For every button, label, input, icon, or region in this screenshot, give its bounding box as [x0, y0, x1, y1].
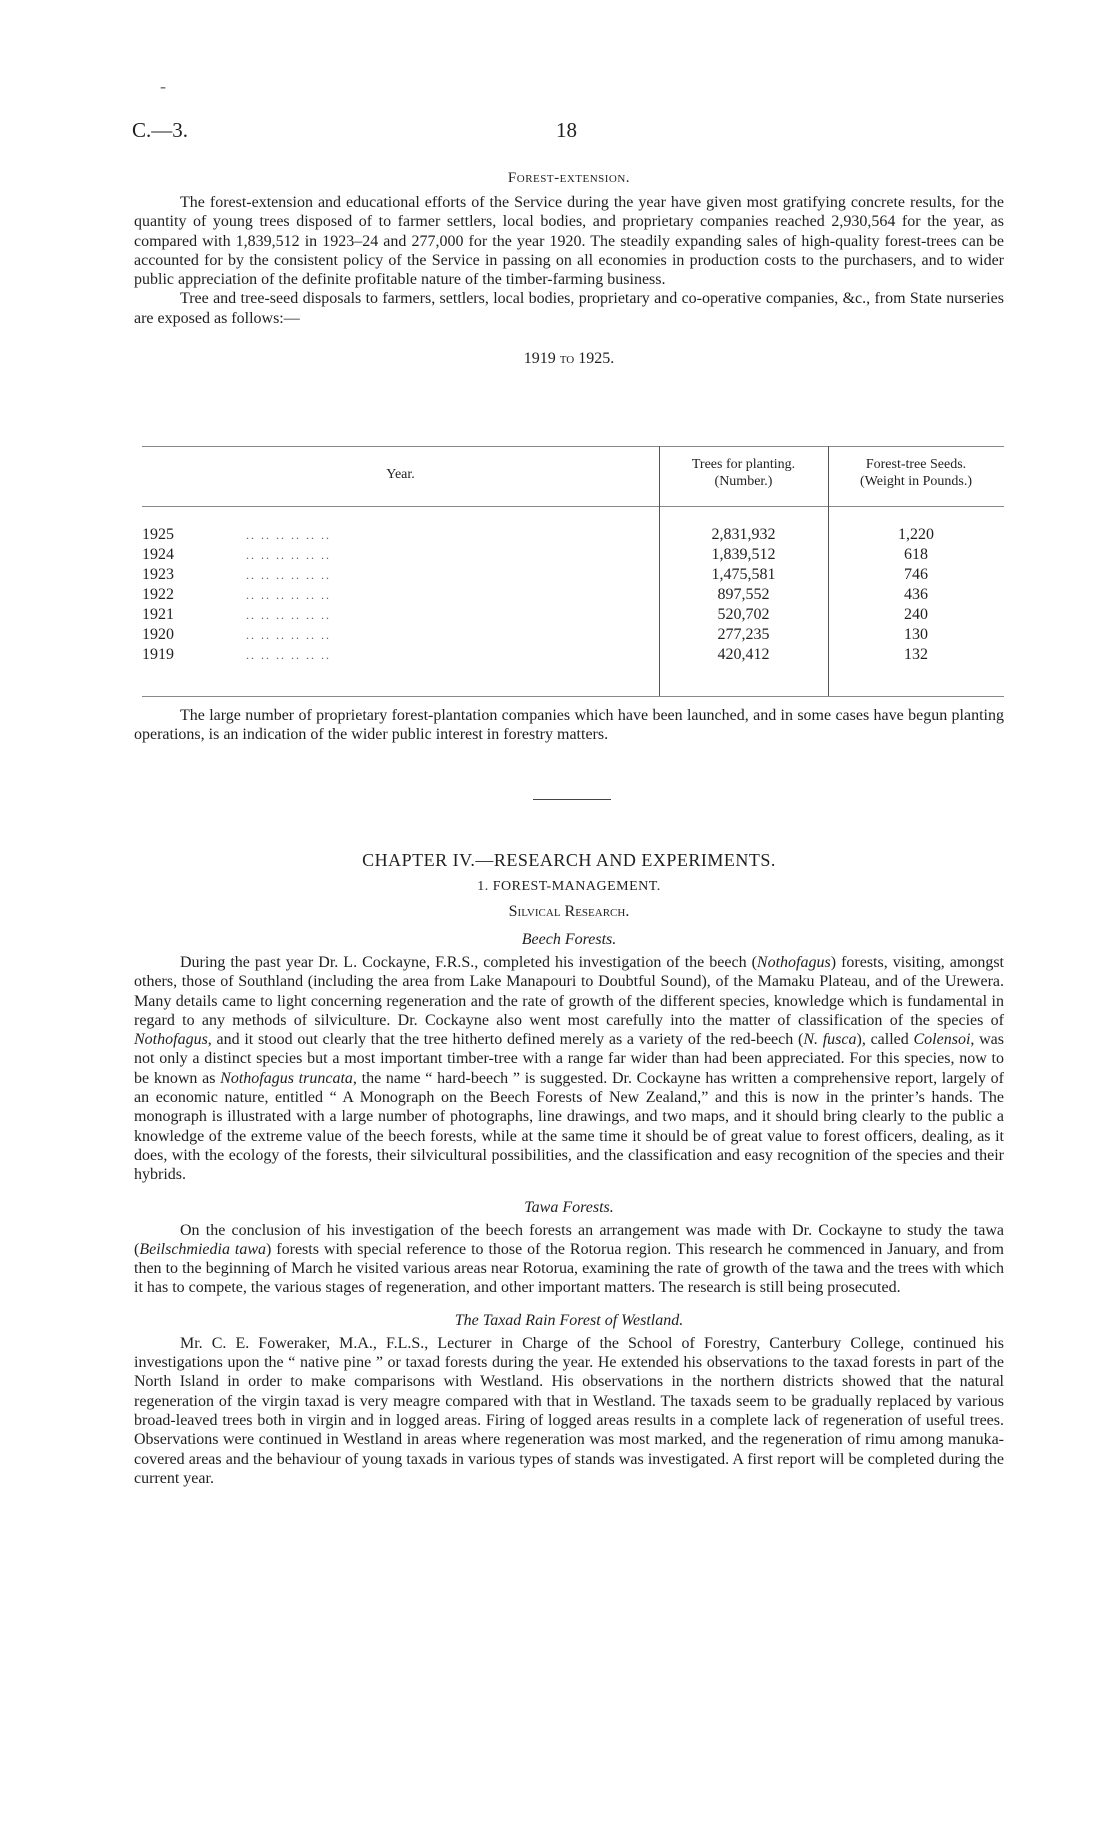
- cell-year: 1920: [142, 626, 174, 643]
- table-row: [134, 546, 1004, 566]
- leader-dots: .. .. .. .. .. ..: [246, 568, 331, 582]
- table-top-rule: [142, 446, 1004, 447]
- forest-extension-closing: [134, 706, 1004, 745]
- species-name: Colensoi: [913, 1031, 971, 1049]
- text-run: ) forests with special reference to those of the Rotorua region. This research he commenced in January, and from then to the beginning of March he visited various areas near Rotorua, examining the rate of growth of the tawa and the trees with which it has to compete, the various stages of regeneration, and other important matters. The research is still being prosecuted.: [134, 1240, 1004, 1297]
- table-bottom-rule: [142, 696, 1004, 697]
- header-year: Year.: [386, 467, 415, 482]
- header-seeds: [828, 456, 1004, 490]
- section-divider: [533, 799, 611, 800]
- table-row: [134, 586, 1004, 606]
- table-title-end: 1925.: [578, 350, 615, 368]
- table-title: [134, 350, 1004, 368]
- cell-year: 1925: [142, 526, 174, 543]
- text-run: , the name “ hard-beech ” is suggested. Dr. Cockayne has written a comprehensive report, largely of an economic nature, entitled “ A Monograph on the Beech Forests of New Zealand,” and this is now in the printer’s hands. The monograph is illustrated with a large number of photographs, line drawings, and two maps, and it should bring clearly to the public a knowledge of the extreme value of the beech forests, while at the same time it should be of great value to forest officers, dealing, as it does, with the ecology of the forests, their silvicultural possibilities, and the classification and easy recognition of the species and their hybrids.: [134, 1069, 1004, 1184]
- cell-seeds: 130: [904, 626, 928, 643]
- cell-trees: 520,702: [717, 606, 770, 623]
- table-title-to: to: [559, 350, 575, 368]
- text-run: ), called: [856, 1031, 914, 1049]
- species-name: Nothofagus: [134, 1031, 208, 1049]
- table-row: [134, 606, 1004, 626]
- cell-trees: 2,831,932: [711, 526, 776, 543]
- beech-paragraph: [134, 953, 1004, 1185]
- cell-year: 1922: [142, 586, 174, 603]
- header-trees: [659, 456, 828, 490]
- cell-seeds: 618: [904, 546, 928, 563]
- leader-dots: .. .. .. .. .. ..: [246, 588, 331, 602]
- beech-heading: Beech Forests.: [521, 931, 617, 948]
- cell-trees: 277,235: [717, 626, 770, 643]
- species-name: Beilschmiedia tawa: [139, 1240, 267, 1258]
- table-row: [134, 526, 1004, 546]
- header-seeds-line-2: (Weight in Pounds.): [859, 474, 973, 489]
- leader-dots: .. .. .. .. .. ..: [246, 648, 331, 662]
- forest-extension-section: [134, 170, 1004, 368]
- cell-seeds: 132: [904, 646, 928, 663]
- forest-extension-paragraph-3: The large number of proprietary forest-plantation companies which have been launched, and in some cases have begun planting operations, is an indication of the wider public interest in forestry matters.: [134, 707, 1004, 744]
- section-heading: 1. FOREST-MANAGEMENT.: [477, 879, 661, 894]
- table-row: [134, 626, 1004, 646]
- cell-trees: 1,475,581: [711, 566, 776, 583]
- taxad-paragraph: Mr. C. E. Foweraker, M.A., F.L.S., Lecturer in Charge of the School of Forestry, Canterbury College, continued his investigations upon the “ native pine ” or taxad forests during the year. He extended his observations to the taxad forests in part of the North Island in order to make comparisons with Westland. His observations in the northern districts showed that the natural regeneration of the virgin taxad is very meagre compared with that in Westland. The taxads seem to be gradually replaced by various broad-leaved trees both in virgin and in logged areas. Firing of logged areas results in a complete lack of regeneration of useful trees. Observations were continued in Westland in areas where regeneration was most marked, and the regeneration of rimu among manuka-covered areas and the behaviour of young taxads in various types of stands was investigated. A first report will be completed during the current year.: [134, 1334, 1004, 1487]
- cell-seeds: 436: [904, 586, 928, 603]
- text-run: , was not only a distinct species but a most important timber-tree with a range far wider than had been appreciated. For this species, now to be known as: [134, 1031, 1005, 1087]
- species-name: Nothofagus: [756, 954, 831, 971]
- forest-extension-paragraph-2: Tree and tree-seed disposals to farmers, settlers, local bodies, proprietary and co-operative companies, &c., from State nurseries are exposed as follows:—: [134, 290, 1004, 327]
- leader-dots: .. .. .. .. .. ..: [246, 528, 331, 542]
- table-row: [134, 566, 1004, 586]
- chapter-title: CHAPTER IV.—RESEARCH AND EXPERIMENTS.: [362, 850, 776, 870]
- text-run: On the conclusion of his investigation of the beech forests an arrangement was made with Dr. Cockayne to study the tawa (: [134, 1221, 1004, 1258]
- cell-trees: 1,839,512: [711, 546, 776, 563]
- text-run: ) forests, visiting, amongst others, those of Southland (including the area from Lake Manapouri to Doubtful Sound), of the Mamaku Plateau, and of the Urewera. Many details came to light concerning regeneration and the rate of growth of the different species, knowledge which is fundamental in regard to any methods of silviculture. Dr. Cockayne also went most carefully into the matter of classification of the species of: [134, 954, 1004, 1029]
- cell-trees: 897,552: [717, 586, 770, 603]
- tawa-paragraph: [134, 1221, 1004, 1298]
- text-run: During the past year Dr. L. Cockayne, F.R.S., completed his investigation of the beech (: [180, 954, 757, 971]
- tawa-heading: Tawa Forests.: [524, 1198, 614, 1216]
- table-header-rule: [142, 506, 1004, 507]
- disposals-table: [134, 446, 1004, 698]
- text-run: , and it stood out clearly that the tree hitherto defined merely as a variety of the red-beech (: [207, 1031, 804, 1049]
- table-row: [134, 646, 1004, 666]
- forest-extension-paragraph-1: The forest-extension and educational efforts of the Service during the year have given most gratifying concrete results, for the quantity of young trees disposed of to farmer settlers, local bodies, and proprietary companies reached 2,930,564 for the year, as compared with 1,839,512 in 1923–24 and 277,000 for the year 1920. The steadily expanding sales of high-quality forest-trees can be accounted for by the consistent policy of the Service in passing on all economies in production costs to the purchasers, and to wider public appreciation of the definite profitable nature of the timber-farming business.: [134, 194, 1004, 289]
- species-name: N. fusca: [803, 1031, 857, 1049]
- species-name: Nothofagus truncata: [220, 1069, 353, 1087]
- header-seeds-line-1: Forest-tree Seeds.: [865, 457, 967, 472]
- subsection-heading: Silvical Research.: [508, 903, 630, 920]
- cell-trees: 420,412: [717, 646, 770, 663]
- page-number: 18: [556, 118, 577, 142]
- section-title-forest-extension: Forest-extension.: [507, 170, 631, 186]
- cell-year: 1921: [142, 606, 174, 623]
- cell-seeds: 240: [904, 606, 928, 623]
- taxad-heading: The Taxad Rain Forest of Westland.: [454, 1311, 684, 1329]
- leader-dots: .. .. .. .. .. ..: [246, 628, 331, 642]
- cell-year: 1923: [142, 566, 174, 583]
- stray-mark: -: [160, 76, 166, 96]
- leader-dots: .. .. .. .. .. ..: [246, 548, 331, 562]
- leader-dots: .. .. .. .. .. ..: [246, 608, 331, 622]
- cell-year: 1919: [142, 646, 174, 663]
- cell-seeds: 1,220: [898, 526, 934, 543]
- table-title-start: 1919: [523, 350, 556, 368]
- header-trees-line-2: (Number.): [714, 474, 773, 489]
- cell-year: 1924: [142, 546, 174, 563]
- cell-seeds: 746: [904, 566, 928, 583]
- header-trees-line-1: Trees for planting.: [691, 457, 796, 472]
- document-reference: C.—3.: [132, 118, 189, 142]
- chapter-four: [134, 850, 1004, 1488]
